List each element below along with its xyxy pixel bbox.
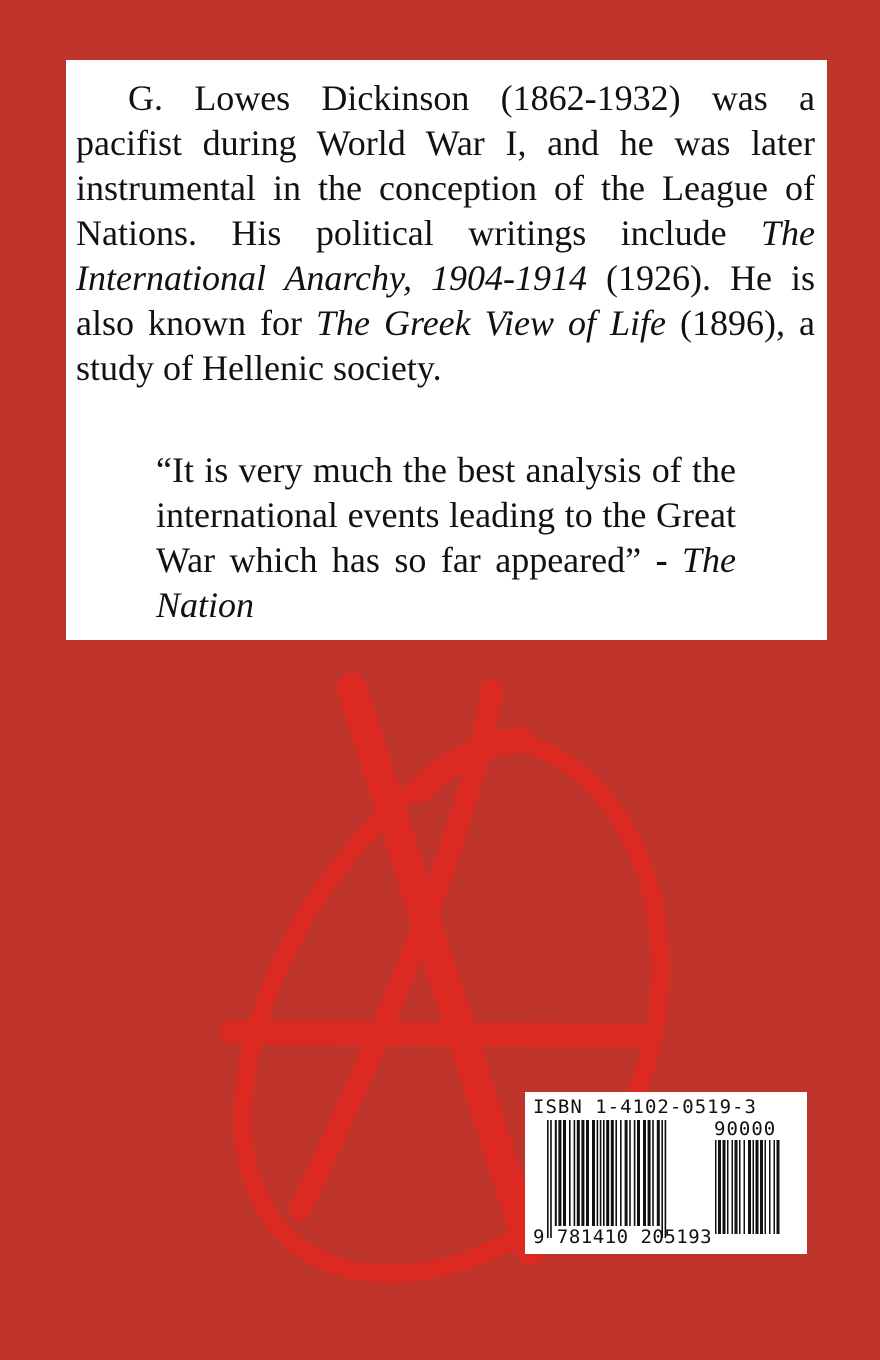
bio-middle: (1926). He is also known for [76,258,815,343]
book-title-international-anarchy: The International Anarchy, 1904-1914 [76,213,815,298]
book-title-greek-view: The Greek View of Life [316,303,666,343]
ean-digits: 9 781410 205193 [533,1226,713,1248]
isbn-label: ISBN 1-4102-0519-3 [533,1096,757,1118]
emblem-crossbar [232,1032,640,1036]
bio-end: (1896), a study of Hellenic society. [76,303,815,388]
quote-source: The Nation [156,540,736,625]
price-code: 90000 [714,1118,777,1140]
quote-text: “It is very much the best analysis of the international events leading to the Great War which has so far appeared” [156,450,736,580]
review-quote [156,448,736,628]
quote-dash: - [655,540,682,580]
author-bio [76,76,815,391]
description-panel [66,60,827,640]
addon-barcode-bars [715,1140,799,1246]
ean-barcode-bars [547,1120,709,1238]
bio-intro: G. Lowes Dickinson (1862-1932) was a pacifist during World War I, and he was later instrumental in the conception of the League of Nations. His political writings include [76,78,815,253]
isbn-barcode [525,1092,807,1254]
